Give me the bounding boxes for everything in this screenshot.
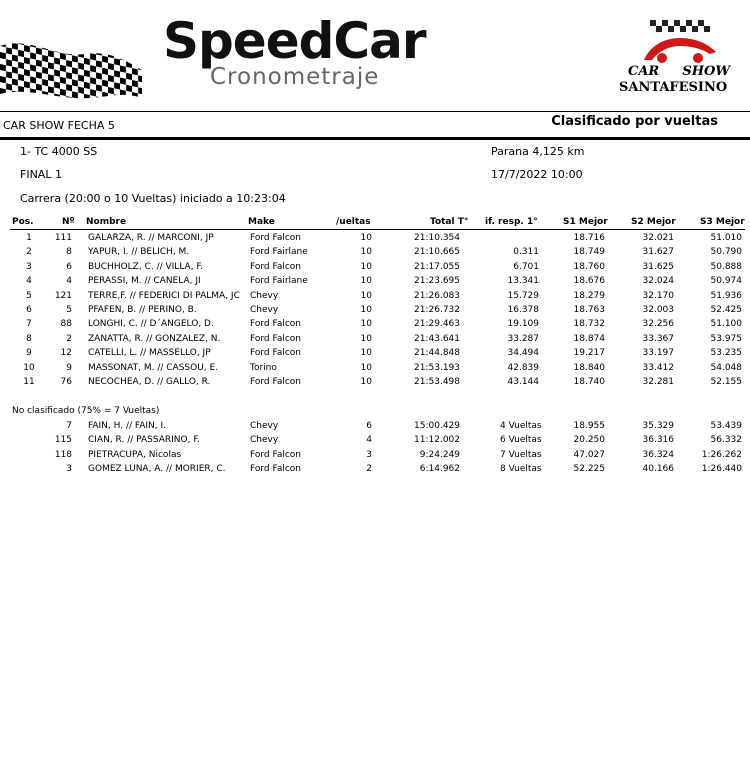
table-row (0, 464, 750, 478)
header-diff: if. resp. 1° (485, 217, 538, 227)
cell-total: 21:17.055 (414, 261, 460, 272)
cell-no: 12 (60, 348, 72, 359)
cell-diff: 0.311 (513, 247, 539, 258)
header-no: Nº (62, 217, 75, 227)
cell-diff: 15.729 (507, 290, 539, 301)
table-row (0, 435, 750, 449)
cell-laps: 10 (360, 333, 372, 344)
cell-s2: 36.324 (642, 449, 674, 460)
header-pos: Pos. (12, 217, 34, 227)
table-row (0, 305, 750, 319)
cell-make: Ford Fairlane (250, 247, 308, 258)
cell-s2: 33.412 (642, 362, 674, 373)
cell-no: 9 (66, 362, 72, 373)
cell-s3: 51.010 (710, 233, 742, 243)
cell-s3: 56.332 (710, 435, 742, 446)
santafesino-text: SANTAFESINO (619, 80, 728, 95)
cell-pos: 8 (26, 333, 32, 344)
cell-s1: 18.716 (573, 233, 605, 243)
cell-name: TERRE,F. // FEDERICI DI PALMA, JC (88, 290, 240, 301)
cell-s2: 33.197 (642, 348, 674, 359)
cell-s3: 52.425 (710, 305, 742, 315)
cell-laps: 2 (366, 464, 372, 475)
cell-total: 15:00.429 (414, 421, 460, 431)
cell-name: PFAFEN, B. // PERINO, B. (88, 305, 197, 315)
cell-pos: 7 (26, 319, 32, 330)
cell-s2: 32.021 (642, 233, 674, 243)
date: 17/7/2022 10:00 (491, 168, 583, 181)
session: FINAL 1 (20, 168, 62, 181)
cell-make: Chevy (250, 305, 279, 315)
cell-s1: 18.676 (573, 276, 605, 287)
cell-diff: 8 Vueltas (500, 464, 542, 475)
table-row (0, 377, 750, 391)
cell-total: 21:10.354 (414, 233, 460, 243)
cell-diff: 13.341 (507, 276, 539, 287)
cell-s3: 50.790 (710, 247, 742, 258)
cell-laps: 10 (360, 276, 372, 287)
cell-total: 21:53.498 (414, 377, 460, 387)
cell-diff: 6.701 (513, 261, 539, 272)
cell-pos: 3 (26, 261, 32, 272)
cell-total: 21:26.083 (414, 290, 460, 301)
cell-s2: 31.627 (642, 247, 674, 258)
cell-laps: 10 (360, 305, 372, 315)
cell-laps: 4 (366, 435, 372, 446)
cell-name: PIETRACUPA, Nicolas (88, 449, 182, 460)
table-row (0, 319, 750, 333)
brand-title: SpeedCar (163, 12, 426, 70)
cell-name: YAPUR, I. // BELICH, M. (88, 247, 190, 258)
cell-s3: 53.235 (710, 348, 742, 359)
cell-s1: 20.250 (573, 435, 605, 446)
cell-s1: 19.217 (573, 348, 605, 359)
cell-s3: 53.975 (710, 333, 742, 344)
cell-s3: 51.936 (710, 290, 742, 301)
race-info: Carrera (20:00 o 10 Vueltas) iniciado a 10:23:04 (20, 192, 286, 205)
cell-name: CATELLI, L. // MASSELLO, JP (88, 348, 211, 359)
cell-total: 21:44.848 (414, 348, 460, 359)
cell-pos: 9 (26, 348, 32, 359)
cell-name: MASSONAT, M. // CASSOU, E. (88, 362, 219, 373)
cell-no: 8 (66, 247, 72, 258)
cell-laps: 10 (360, 233, 372, 243)
table-row (0, 421, 750, 435)
cell-laps: 10 (360, 362, 372, 373)
cell-name: CIAN, R. // PASSARINO, F. (88, 435, 200, 446)
cell-total: 21:53.193 (414, 362, 460, 373)
cell-total: 21:10.665 (414, 247, 460, 258)
cell-make: Ford Falcon (250, 319, 302, 330)
cell-name: GOMEZ LUNA, A. // MORIER, C. (88, 464, 226, 475)
checkered-flag-icon (0, 28, 142, 102)
table-row (0, 262, 750, 276)
cell-make: Ford Fairlane (250, 276, 308, 287)
cell-diff: 6 Vueltas (500, 435, 542, 446)
cell-pos: 11 (23, 377, 35, 387)
cell-pos: 4 (26, 276, 32, 287)
header-s1: S1 Mejor (563, 217, 608, 227)
cell-no: 3 (66, 464, 72, 475)
category: 1- TC 4000 SS (20, 145, 98, 158)
header-s2: S2 Mejor (631, 217, 676, 227)
cell-make: Ford Falcon (250, 261, 302, 272)
cell-make: Ford Falcon (250, 464, 302, 475)
show-text: SHOW (682, 64, 730, 79)
header-s3: S3 Mejor (700, 217, 745, 227)
divider (0, 111, 750, 112)
cell-total: 11:12.002 (414, 435, 460, 446)
header-make: Make (248, 217, 275, 227)
header-divider (10, 229, 745, 230)
cell-s3: 51.100 (710, 319, 742, 330)
cell-no: 5 (66, 305, 72, 315)
cell-s2: 32.003 (642, 305, 674, 315)
cell-laps: 6 (366, 421, 372, 431)
cell-pos: 5 (26, 290, 32, 301)
cell-s1: 18.763 (573, 305, 605, 315)
cell-name: GALARZA, R. // MARCONI, JP (88, 233, 214, 243)
cell-name: NECOCHEA, D. // GALLO, R. (88, 377, 211, 387)
cell-laps: 3 (366, 449, 372, 460)
car-text: CAR (628, 64, 660, 79)
cell-name: ZANATTA, R. // GONZALEZ, N. (88, 333, 221, 344)
cell-laps: 10 (360, 290, 372, 301)
cell-s3: 52.155 (710, 377, 742, 387)
cell-make: Ford Falcon (250, 233, 302, 243)
table-row (0, 363, 750, 377)
cell-no: 6 (66, 261, 72, 272)
cell-no: 115 (54, 435, 72, 446)
cell-make: Torino (250, 362, 277, 373)
cell-total: 9:24.249 (419, 449, 460, 460)
cell-make: Chevy (250, 435, 279, 446)
cell-s2: 40.166 (642, 464, 674, 475)
cell-s2: 35.329 (642, 421, 674, 431)
table-row (0, 348, 750, 362)
divider (0, 137, 750, 140)
cell-diff: 7 Vueltas (500, 449, 542, 460)
cell-no: 4 (66, 276, 72, 287)
header-laps: /ueltas (336, 217, 371, 227)
cell-pos: 2 (26, 247, 32, 258)
cell-s2: 36.316 (642, 435, 674, 446)
table-row (0, 233, 750, 247)
cell-no: 121 (54, 290, 72, 301)
cell-total: 21:43.641 (414, 333, 460, 344)
cell-make: Chevy (250, 421, 279, 431)
car-show-logo (640, 18, 720, 68)
brand-subtitle: Cronometraje (210, 64, 380, 90)
cell-s3: 50.888 (710, 261, 742, 272)
not-classified-label: No clasificado (75% = 7 Vueltas) (12, 406, 160, 416)
cell-pos: 10 (23, 362, 35, 373)
cell-pos: 1 (26, 233, 32, 243)
cell-total: 21:29.463 (414, 319, 460, 330)
cell-no: 88 (60, 319, 72, 330)
cell-laps: 10 (360, 377, 372, 387)
cell-s1: 18.740 (573, 377, 605, 387)
cell-no: 111 (54, 233, 72, 243)
cell-diff: 16.378 (507, 305, 539, 315)
cell-total: 6:14.962 (419, 464, 460, 475)
cell-s1: 47.027 (573, 449, 605, 460)
table-row (0, 450, 750, 464)
cell-name: LONGHI, C. // D´ANGELO, D. (88, 319, 214, 330)
cell-name: BUCHHOLZ, C. // VILLA, F. (88, 261, 204, 272)
cell-name: FAIN, H. // FAIN, I. (88, 421, 167, 431)
report-type: Clasificado por vueltas (551, 114, 718, 129)
cell-s2: 32.024 (642, 276, 674, 287)
cell-name: PERASSI, M. // CANELA, JI (88, 276, 201, 287)
table-row (0, 276, 750, 290)
track: Parana 4,125 km (491, 145, 585, 158)
cell-s3: 1:26.440 (701, 464, 742, 475)
cell-diff: 19.109 (507, 319, 539, 330)
table-row (0, 334, 750, 348)
cell-s1: 18.955 (573, 421, 605, 431)
cell-diff: 42.839 (507, 362, 539, 373)
cell-s1: 18.279 (573, 290, 605, 301)
cell-make: Ford Falcon (250, 348, 302, 359)
cell-no: 76 (60, 377, 72, 387)
cell-s2: 31.625 (642, 261, 674, 272)
cell-s1: 18.760 (573, 261, 605, 272)
cell-make: Ford Falcon (250, 333, 302, 344)
cell-laps: 10 (360, 348, 372, 359)
cell-s3: 50.974 (710, 276, 742, 287)
cell-diff: 43.144 (507, 377, 539, 387)
cell-s3: 53.439 (710, 421, 742, 431)
event-name: CAR SHOW FECHA 5 (3, 119, 115, 132)
cell-s3: 1:26.262 (701, 449, 742, 460)
cell-s1: 18.840 (573, 362, 605, 373)
cell-s2: 32.170 (642, 290, 674, 301)
header-name: Nombre (86, 217, 127, 227)
cell-make: Ford Falcon (250, 377, 302, 387)
cell-s2: 32.281 (642, 377, 674, 387)
cell-total: 21:26.732 (414, 305, 460, 315)
cell-s2: 33.367 (642, 333, 674, 344)
header-total: Total T° (430, 217, 469, 227)
car-show-text (628, 64, 730, 79)
cell-no: 2 (66, 333, 72, 344)
cell-s1: 52.225 (573, 464, 605, 475)
cell-make: Chevy (250, 290, 279, 301)
cell-laps: 10 (360, 261, 372, 272)
cell-diff: 33.287 (507, 333, 539, 344)
cell-diff: 4 Vueltas (500, 421, 542, 431)
cell-laps: 10 (360, 247, 372, 258)
table-row (0, 247, 750, 261)
cell-s1: 18.874 (573, 333, 605, 344)
cell-pos: 6 (26, 305, 32, 315)
cell-total: 21:23.695 (414, 276, 460, 287)
cell-s1: 18.749 (573, 247, 605, 258)
cell-make: Ford Falcon (250, 449, 302, 460)
cell-laps: 10 (360, 319, 372, 330)
cell-s3: 54.048 (710, 362, 742, 373)
cell-no: 7 (66, 421, 72, 431)
table-row (0, 291, 750, 305)
cell-no: 118 (54, 449, 72, 460)
cell-s1: 18.732 (573, 319, 605, 330)
cell-s2: 32.256 (642, 319, 674, 330)
cell-diff: 34.494 (507, 348, 539, 359)
